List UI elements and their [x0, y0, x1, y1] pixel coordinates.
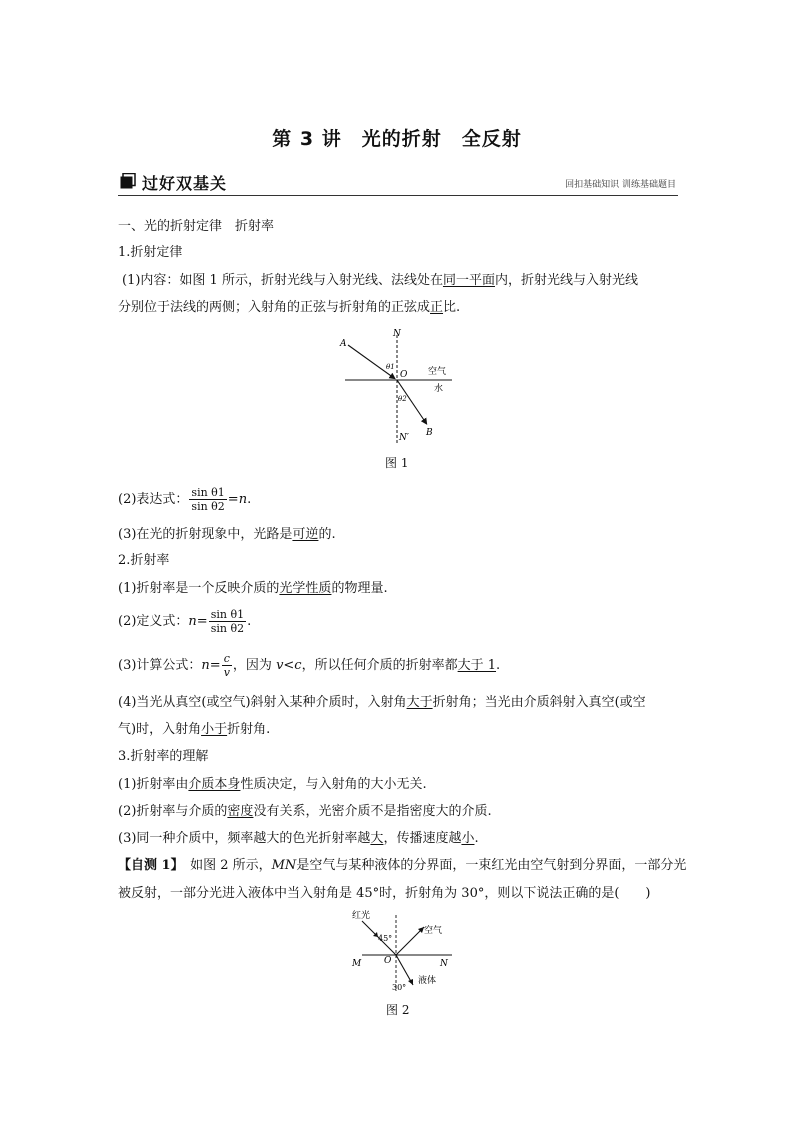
- formula-line: [118, 607, 251, 637]
- label-liquid: 液体: [418, 976, 437, 986]
- label-N: N: [440, 959, 448, 969]
- section-header: [118, 170, 678, 196]
- underlined-answer: 大于: [406, 695, 433, 710]
- text: 性质决定，与入射角的大小无关.: [240, 777, 427, 792]
- numerator: c: [222, 652, 232, 666]
- text: 没有关系，光密介质不是指密度大的介质.: [253, 804, 492, 819]
- label-N-prime: N′: [399, 433, 409, 443]
- text: (1)折射率是一个反映介质的: [118, 581, 280, 596]
- symbol: v<c: [276, 658, 302, 673]
- text: ，传播速度越: [383, 831, 462, 846]
- paragraph: [122, 272, 638, 290]
- formula-line: [118, 485, 251, 515]
- text: (1)折射率由: [118, 777, 189, 792]
- underlined-answer: 同一平面: [442, 273, 495, 288]
- text: 是空气与某种液体的分界面，一束红光由空气射到分界面，一部分光: [296, 858, 687, 873]
- underlined-answer: 光学性质: [279, 581, 332, 596]
- figure-2-caption: 图 2: [386, 1003, 410, 1017]
- denominator: v: [223, 666, 230, 679]
- symbol: MN: [271, 858, 297, 873]
- text: 的.: [318, 527, 336, 542]
- text: .: [247, 614, 252, 629]
- label-O: O: [400, 370, 408, 380]
- paragraph: [118, 580, 388, 598]
- self-test-paragraph: [118, 857, 686, 875]
- section-rule: [118, 195, 678, 196]
- figure-1-refraction-diagram: [330, 325, 470, 450]
- symbol: n: [201, 658, 210, 673]
- text: 折射角；当光由介质斜射入真空(或空: [432, 695, 646, 710]
- text: (2)表达式：: [118, 492, 189, 507]
- reflected-ray: [396, 927, 424, 955]
- fraction: [209, 608, 246, 635]
- underlined-answer: 小: [461, 831, 475, 846]
- text: ，所以任何介质的折射率都: [301, 658, 458, 673]
- text: .: [474, 831, 479, 846]
- text: 折射角.: [227, 722, 271, 737]
- denominator: sin θ2: [191, 500, 225, 513]
- symbol: n: [238, 492, 248, 507]
- label-red-light: 红光: [352, 911, 371, 921]
- section-square-icon: [120, 173, 136, 189]
- text: 分别位于法线的两侧；入射角的正弦与折射角的正弦成: [118, 300, 431, 315]
- text: ，因为: [232, 658, 277, 673]
- paragraph: [118, 721, 270, 739]
- part1-subheading: 1.折射定律: [118, 245, 183, 260]
- label-30-degrees: 30°: [392, 983, 407, 992]
- label-theta2: θ2: [398, 395, 407, 403]
- self-test-paragraph: 被反射，一部分光进入液体中当入射角是 45°时，折射角为 30°，则以下说法正确的是( ): [118, 886, 651, 901]
- label-theta1: θ1: [386, 363, 395, 371]
- label-O: O: [384, 956, 392, 966]
- paragraph: [118, 694, 646, 712]
- text: 比.: [443, 300, 461, 315]
- formula-line: [118, 651, 500, 681]
- paragraph: [118, 803, 492, 821]
- section-heading: 过好双基关: [142, 174, 228, 193]
- label-45-degrees: 45°: [378, 934, 393, 943]
- label-air: 空气: [424, 926, 443, 936]
- underlined-answer: 密度: [227, 804, 254, 819]
- paragraph: [118, 776, 427, 794]
- label-air: 空气: [428, 367, 447, 377]
- fraction: [189, 486, 226, 513]
- underlined-answer: 大于 1: [457, 658, 497, 673]
- text: (3)同一种介质中，频率越大的色光折射率越: [118, 831, 371, 846]
- text: .: [496, 658, 501, 673]
- text: (1)内容：如图 1 所示，折射光线与入射光线、法线处在: [122, 273, 443, 288]
- paragraph: [118, 830, 479, 848]
- symbol: n: [188, 614, 197, 629]
- numerator: sin θ1: [191, 486, 225, 499]
- label-B: B: [426, 428, 433, 438]
- text: (4)当光从真空(或空气)斜射入某种介质时，入射角: [118, 695, 407, 710]
- incident-ray: [348, 345, 394, 378]
- section-tag: 回扣基础知识 训练基础题目: [565, 180, 676, 190]
- underlined-answer: 介质本身: [188, 777, 241, 792]
- text: 内，折射光线与入射光线: [494, 273, 638, 288]
- part2-subheading: 2.折射率: [118, 553, 170, 568]
- figure-2-refraction-diagram: [340, 905, 460, 995]
- label-water: 水: [434, 384, 444, 394]
- text: (2)定义式：: [118, 614, 189, 629]
- text: (2)折射率与介质的: [118, 804, 228, 819]
- text: 气)时，入射角: [118, 722, 202, 737]
- label-M: M: [352, 959, 362, 969]
- self-test-label: 【自测 1】: [118, 858, 178, 873]
- fraction: [222, 652, 232, 679]
- page-title: 第 3 讲 光的折射 全反射: [272, 128, 522, 150]
- text: =: [209, 658, 221, 673]
- text: .: [247, 492, 252, 507]
- text: =: [196, 614, 208, 629]
- denominator: sin θ2: [210, 622, 245, 635]
- paragraph: [118, 299, 460, 317]
- part3-subheading: 3.折射率的理解: [118, 749, 209, 764]
- paragraph: [118, 526, 336, 544]
- label-N: N: [393, 329, 401, 339]
- figure-1-caption: 图 1: [385, 456, 409, 470]
- numerator: sin θ1: [210, 608, 245, 621]
- text: =: [227, 492, 239, 507]
- text: (3)在光的折射现象中，光路是: [118, 527, 293, 542]
- underlined-answer: 可逆: [292, 527, 319, 542]
- underlined-answer: 正: [430, 300, 444, 315]
- text: 的物理量.: [331, 581, 388, 596]
- label-A: A: [340, 339, 347, 349]
- underlined-answer: 大: [370, 831, 384, 846]
- underlined-answer: 小于: [201, 722, 228, 737]
- text: 如图 2 所示，: [177, 858, 272, 873]
- text: (3)计算公式：: [118, 658, 202, 673]
- part1-heading: 一、光的折射定律 折射率: [118, 219, 275, 234]
